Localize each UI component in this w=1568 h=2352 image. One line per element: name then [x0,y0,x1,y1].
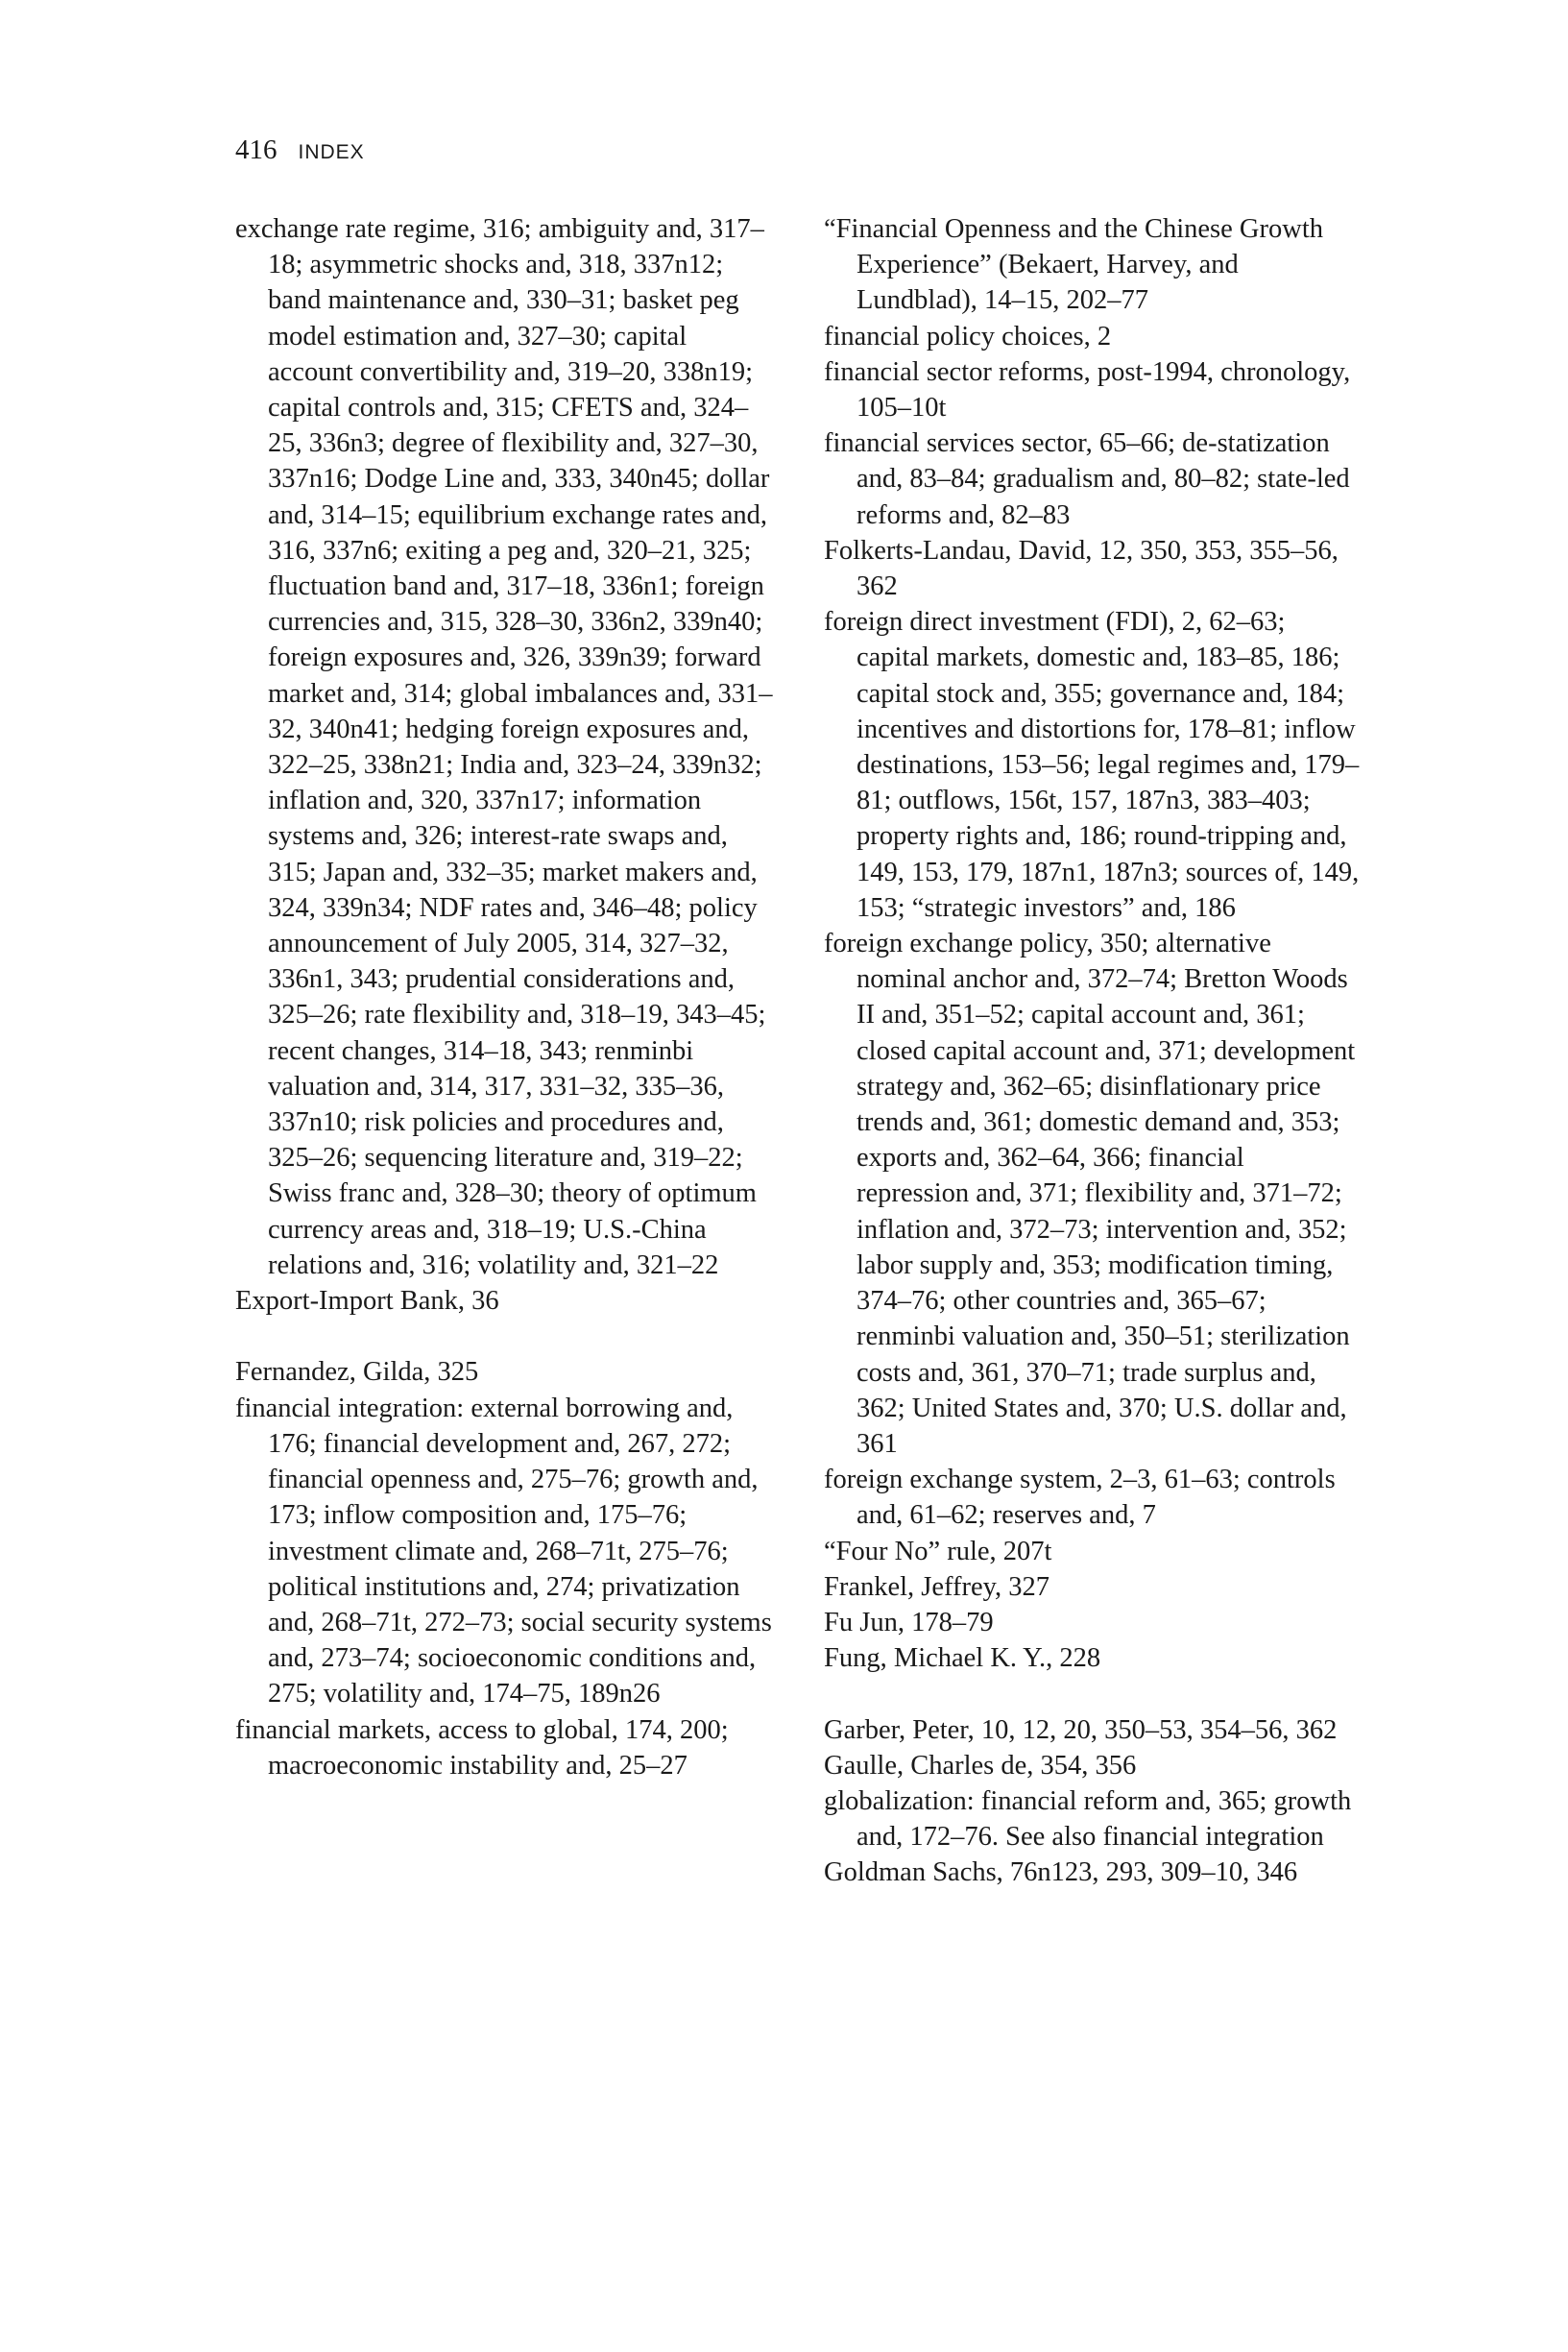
index-entry: Fernandez, Gilda, 325 [235,1357,479,1388]
index-entry: Export-Import Bank, 36 [235,1286,499,1317]
index-entry: Goldman Sachs, 76n123, 293, 309–10, 346 [824,1857,1298,1888]
index-entry: foreign direct investment (FDI), 2, 62–63; capital markets, domestic and, 183–85, 186; capital stock and, 355; governance and, 184; incentives and distortions for, 178–81; inflow destinations, 153–56; legal regimes and, 179–81; outflows, 156t, 157, 187n3, 383–403; property rights and, 186; round-tripping and, 149, 153, 179, 187n1, 187n3; sources of, 149, 153; “strategic investors” and, 186 [824,607,1360,923]
index-entry: Fung, Michael K. Y., 228 [824,1643,1101,1674]
index-entry: Fu Jun, 178–79 [824,1607,994,1637]
index-entry: globalization: financial reform and, 365; growth and, 172–76. See also financial integration [824,1785,1352,1853]
index-entry: Frankel, Jeffrey, 327 [824,1571,1050,1602]
index-entry: financial policy choices, 2 [824,321,1112,352]
index-column-right [824,211,1362,1891]
running-head [235,134,365,173]
index-entry: “Financial Openness and the Chinese Growth Experience” (Bekaert, Harvey, and Lundblad), 14–15, 202–77 [824,214,1323,316]
index-entry: Folkerts-Landau, David, 12, 350, 353, 355–56, 362 [824,535,1339,602]
index-entry: foreign exchange system, 2–3, 61–63; controls and, 61–62; reserves and, 7 [824,1465,1336,1531]
index-entry: financial markets, access to global, 174, 200; macroeconomic instability and, 25–27 [235,1714,729,1781]
index-entry: Garber, Peter, 10, 12, 20, 350–53, 354–56, 362 [824,1714,1338,1745]
index-entry: exchange rate regime, 316; ambiguity and, 317–18; asymmetric shocks and, 318, 337n12; band maintenance and, 330–31; basket peg model estimation and, 327–30; capital account convertibility and, 319–20, 338n19; capital controls and, 315; CFETS and, 324–25, 336n3; degree of flexibility and, 327–30, 337n16; Dodge Line and, 333, 340n45; dollar and, 314–15; equilibrium exchange rates and, 316, 337n6; exiting a peg and, 320–21, 325; fluctuation band and, 317–18, 336n1; foreign currencies and, 315, 328–30, 336n2, 339n40; foreign exposures and, 326, 339n39; forward market and, 314; global imbalances and, 331–32, 340n41; hedging foreign exposures and, 322–25, 338n21; India and, 323–24, 339n32; inflation and, 320, 337n17; information systems and, 326; interest-rate swaps and, 315; Japan and, 332–35; market makers and, 324, 339n34; NDF rates and, 346–48; policy announcement of July 2005, 314, 327–32, 336n1, 343; prudential considerations and, 325–26; rate flexibility and, 318–19, 343–45; recent changes, 314–18, 343; renminbi valuation and, 314, 317, 331–32, 335–36, 337n10; risk policies and procedures and, 325–26; sequencing literature and, 319–22; Swiss franc and, 328–30; theory of optimum currency areas and, 318–19; U.S.-China relations and, 316; volatility and, 321–22 [235,214,773,1280]
index-column-left [235,211,773,1783]
page-number: 416 [235,134,277,165]
index-entry: “Four No” rule, 207t [824,1536,1052,1566]
index-entry: Gaulle, Charles de, 354, 356 [824,1750,1137,1781]
running-title: INDEX [298,141,365,163]
index-entry: financial services sector, 65–66; de-statization and, 83–84; gradualism and, 80–82; state-led reforms and, 82–83 [824,428,1350,530]
index-entry: financial integration: external borrowing and, 176; financial development and, 267, 272; financial openness and, 275–76; growth and, 173; inflow composition and, 175–76; investment climate and, 268–71t, 275–76; political institutions and, 274; privatization and, 268–71t, 272–73; social security systems and, 273–74; socioeconomic conditions and, 275; volatility and, 174–75, 189n26 [235,1393,772,1709]
index-entry: foreign exchange policy, 350; alternative nominal anchor and, 372–74; Bretton Woods II and, 351–52; capital account and, 361; closed capital account and, 371; development strategy and, 362–65; disinflationary price trends and, 361; domestic demand and, 353; exports and, 362–64, 366; financial repression and, 371; flexibility and, 371–72; inflation and, 372–73; intervention and, 352; labor supply and, 353; modification timing, 374–76; other countries and, 365–67; renminbi valuation and, 350–51; sterilization costs and, 361, 370–71; trade surplus and, 362; United States and, 370; U.S. dollar and, 361 [824,929,1356,1459]
index-entry: financial sector reforms, post-1994, chronology, 105–10t [824,356,1351,424]
